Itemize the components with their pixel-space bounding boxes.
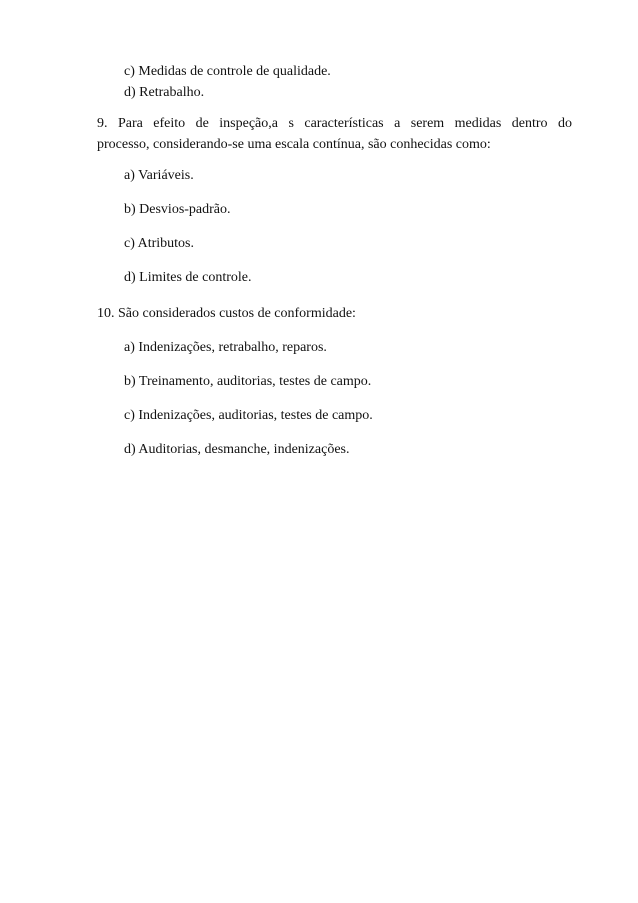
option-b-q9: b) Desvios-padrão.	[124, 202, 231, 217]
question-9-text-line1: 9. Para efeito de inspeção,a s características a serem medidas dentro do	[97, 116, 572, 131]
question-10-text: 10. São considerados custos de conformidade:	[97, 306, 356, 321]
option-a-q10: a) Indenizações, retrabalho, reparos.	[124, 340, 327, 355]
option-c-q10: c) Indenizações, auditorias, testes de campo.	[124, 408, 373, 423]
option-d-q9: d) Limites de controle.	[124, 270, 252, 285]
option-b-q10: b) Treinamento, auditorias, testes de campo.	[124, 374, 372, 389]
option-a-q9: a) Variáveis.	[124, 168, 194, 183]
option-d-q10: d) Auditorias, desmanche, indenizações.	[124, 442, 350, 457]
option-c-q8: c) Medidas de controle de qualidade.	[124, 64, 331, 79]
question-9-text-line2: processo, considerando-se uma escala contínua, são conhecidas como:	[97, 137, 491, 152]
option-d-q8: d) Retrabalho.	[124, 85, 205, 100]
option-c-q9: c) Atributos.	[124, 236, 194, 251]
